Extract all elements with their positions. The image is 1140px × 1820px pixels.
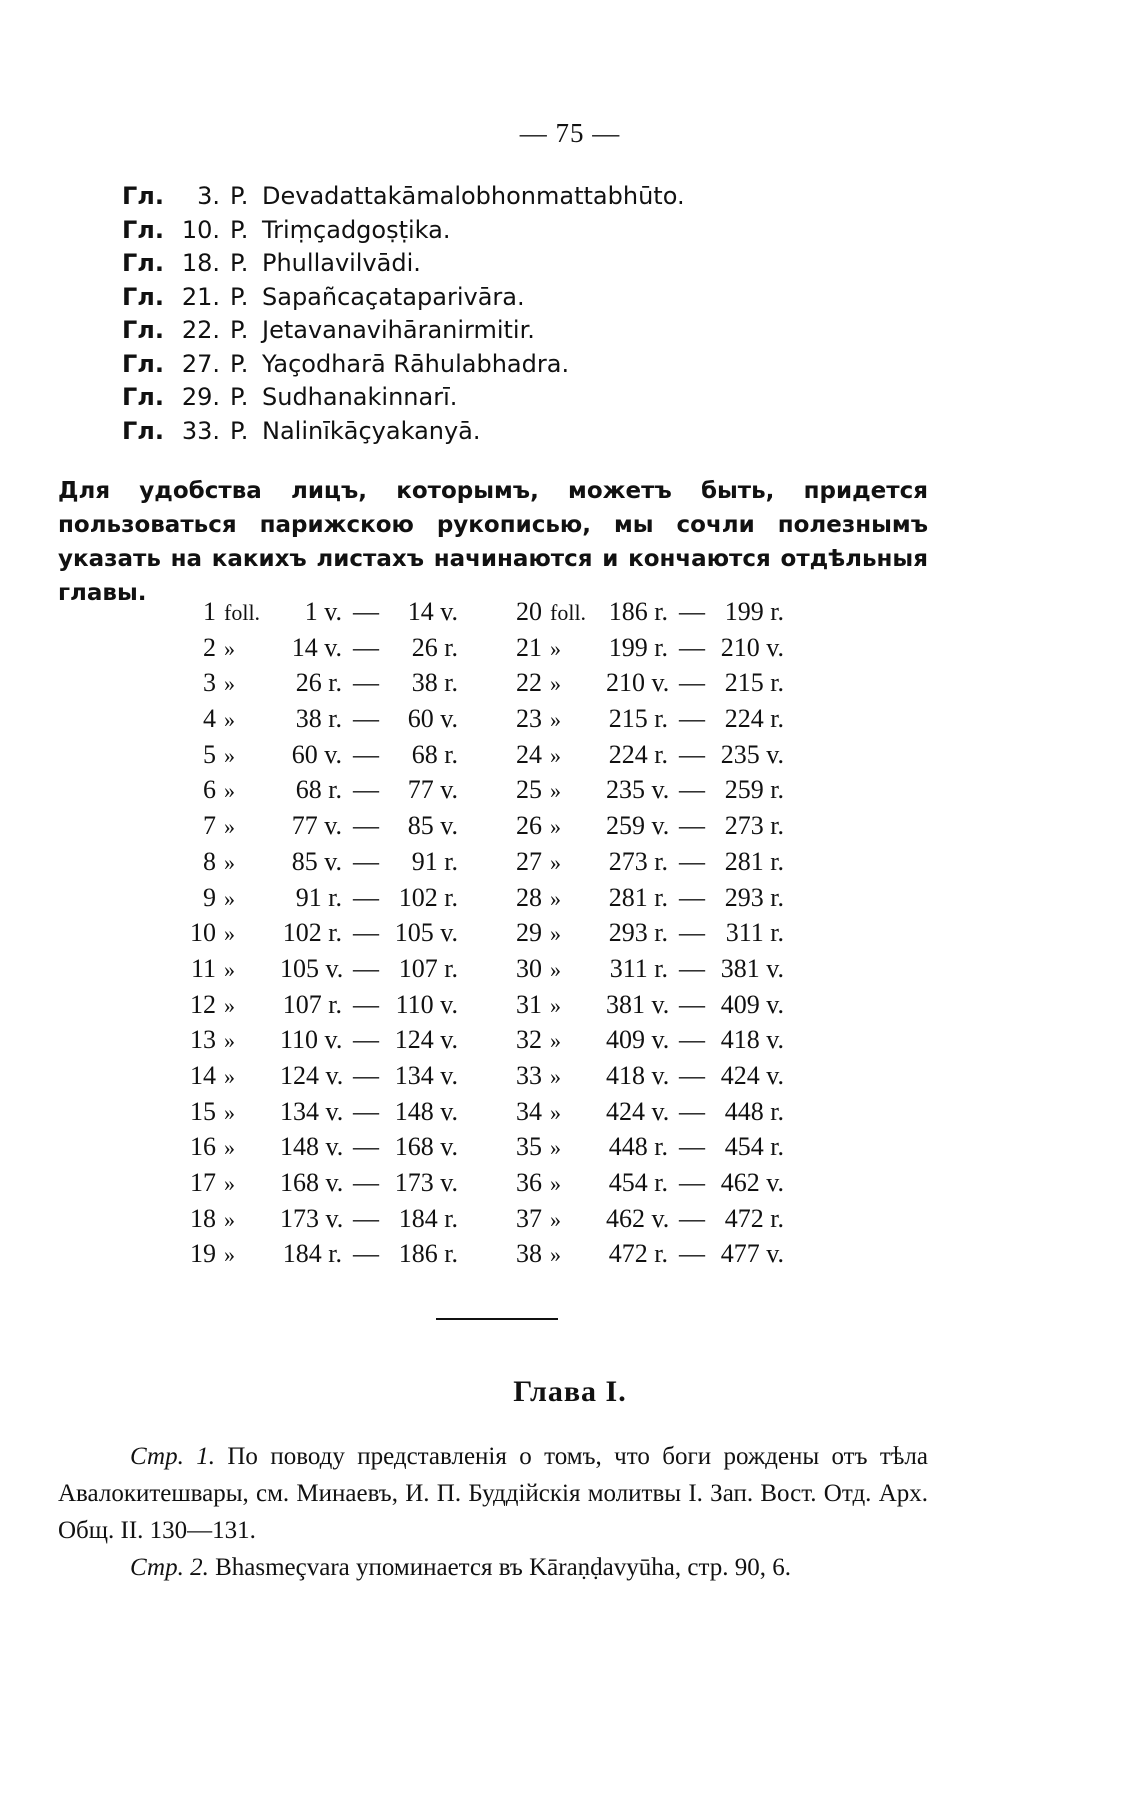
chapter-list-item — [122, 316, 685, 350]
folio-chapter-number: 35 — [516, 1132, 542, 1162]
folio-chapter-number: 34 — [516, 1096, 542, 1126]
chapter-p-label: P. — [230, 282, 249, 311]
folio-chapter-number: 1 — [203, 597, 216, 626]
folio-chapter-number: 2 — [203, 632, 216, 662]
folio-end: 199 r. — [724, 597, 784, 626]
folio-row — [180, 847, 458, 883]
folio-chapter-number: 18 — [190, 1203, 216, 1233]
chapter-abbr: Гл. — [122, 383, 164, 411]
folio-chapter-number: 11 — [190, 953, 216, 983]
folio-start: 418 v. — [606, 1060, 670, 1090]
folio-mark: » — [550, 1028, 561, 1054]
folio-dash: — — [679, 1096, 705, 1126]
chapter-list-item — [122, 350, 685, 384]
folio-mark: » — [224, 1135, 235, 1161]
note-text: По поводу представленія о томъ, что боги рождены отъ тѣла Авалокитешвары, см. Минаевъ, И. П. Буддійскія молитвы I. Зап. Вост. Отд. Арх. Общ. II. 130—131. — [58, 1443, 928, 1544]
folio-row — [180, 918, 458, 954]
folio-end: 85 v. — [407, 811, 458, 841]
folio-end: 259 r. — [724, 775, 784, 805]
chapter-number: 22. — [181, 316, 220, 344]
folio-end: 168 v. — [394, 1132, 458, 1162]
folio-chapter-number: 9 — [203, 882, 216, 912]
folio-end: 409 v. — [720, 989, 784, 1019]
folio-mark: » — [550, 1171, 561, 1196]
folio-chapter-number: 17 — [190, 1168, 216, 1197]
folio-row — [180, 775, 458, 811]
folio-mark: » — [550, 635, 561, 661]
folio-end: 148 v. — [394, 1096, 458, 1126]
folio-mark: » — [224, 778, 235, 804]
chapter-list — [122, 182, 685, 450]
folio-start: 134 v. — [280, 1096, 344, 1126]
folio-start: 38 r. — [295, 704, 342, 734]
folio-end: 102 r. — [398, 882, 458, 912]
chapter-abbr: Гл. — [122, 215, 164, 244]
folio-row — [180, 883, 458, 919]
folio-end: 418 v. — [720, 1025, 784, 1055]
folio-dash: — — [353, 739, 379, 769]
folio-start: 462 v. — [606, 1203, 670, 1233]
chapter-abbr: Гл. — [122, 182, 164, 210]
chapter-title-text: Nalinīkāçyakanyā. — [262, 416, 481, 445]
folio-mark: » — [224, 671, 235, 697]
chapter-p-label: P. — [230, 349, 249, 378]
folio-row — [180, 1204, 458, 1240]
folio-mark: » — [550, 1063, 561, 1089]
folio-end: 110 v. — [395, 989, 458, 1019]
folio-start: 68 r. — [295, 775, 342, 805]
folio-start: 105 v. — [280, 953, 344, 983]
chapter-number: 27. — [181, 349, 220, 378]
folio-row — [500, 597, 784, 633]
folio-end: 293 r. — [724, 882, 784, 912]
folio-end: 448 r. — [724, 1096, 784, 1126]
folio-start: 26 r. — [295, 668, 342, 698]
folio-dash: — — [679, 1239, 705, 1269]
folio-chapter-number: 30 — [516, 953, 542, 983]
folio-start: 273 r. — [608, 846, 668, 876]
folio-mark: » — [550, 992, 561, 1018]
folio-row — [180, 1025, 458, 1061]
chapter-abbr: Гл. — [122, 416, 164, 445]
chapter-number: 29. — [181, 383, 220, 411]
chapter-p-label: P. — [230, 316, 249, 344]
folio-table-left — [180, 597, 458, 1275]
folio-start: 210 v. — [606, 668, 670, 698]
chapter-number: 33. — [181, 416, 220, 445]
folio-row — [500, 847, 784, 883]
folio-chapter-number: 8 — [203, 846, 216, 876]
folio-dash: — — [679, 1060, 705, 1090]
folio-dash: — — [353, 1168, 379, 1197]
folio-end: 186 r. — [398, 1239, 458, 1269]
folio-mark: foll. — [224, 600, 261, 625]
folio-mark: » — [224, 635, 235, 661]
folio-dash: — — [353, 811, 379, 841]
chapter-p-label: P. — [230, 215, 249, 244]
folio-dash: — — [679, 918, 705, 948]
folio-start: 311 r. — [609, 953, 668, 983]
folio-chapter-number: 14 — [190, 1060, 216, 1090]
folio-chapter-number: 20 — [516, 597, 542, 626]
folio-end: 134 v. — [394, 1060, 458, 1090]
folio-chapter-number: 6 — [203, 775, 216, 805]
folio-chapter-number: 25 — [516, 775, 542, 805]
folio-dash: — — [353, 953, 379, 983]
folio-mark: » — [550, 1206, 561, 1232]
folio-row — [500, 1097, 784, 1133]
folio-start: 199 r. — [608, 632, 668, 662]
folio-start: 102 r. — [282, 918, 342, 948]
chapter-number: 18. — [181, 249, 220, 277]
folio-end: 184 r. — [398, 1203, 458, 1233]
chapter-p-label: P. — [230, 249, 249, 277]
folio-row — [180, 1132, 458, 1168]
folio-start: 148 v. — [280, 1132, 344, 1162]
folio-dash: — — [353, 668, 379, 698]
folio-dash: — — [679, 953, 705, 983]
folio-mark: » — [224, 1171, 235, 1196]
note-text: Bhasmeçvara упоминается въ Kāraṇḍavyūha, стр. 90, 6. — [215, 1554, 791, 1581]
folio-row — [500, 954, 784, 990]
folio-dash: — — [679, 846, 705, 876]
chapter-number: 10. — [181, 215, 220, 244]
folio-row — [500, 1025, 784, 1061]
folio-start: 173 v. — [280, 1203, 344, 1233]
folio-start: 472 r. — [608, 1239, 668, 1269]
folio-end: 60 v. — [407, 704, 458, 734]
folio-chapter-number: 24 — [516, 739, 542, 769]
chapter-list-item — [122, 417, 685, 451]
folio-start: 77 v. — [291, 811, 342, 841]
folio-start: 14 v. — [291, 632, 342, 662]
folio-mark: » — [224, 849, 235, 875]
folio-end: 281 r. — [724, 846, 784, 876]
folio-mark: » — [224, 921, 235, 947]
folio-start: 281 r. — [608, 882, 668, 912]
folio-row — [500, 883, 784, 919]
folio-dash: — — [353, 918, 379, 948]
chapter-heading: Глава I. — [513, 1375, 627, 1408]
folio-mark: » — [550, 707, 561, 733]
folio-mark: foll. — [550, 600, 587, 625]
folio-dash: — — [353, 1239, 379, 1269]
folio-end: 77 v. — [407, 775, 458, 805]
folio-end: 38 r. — [411, 668, 458, 698]
folio-mark: » — [224, 1028, 235, 1054]
folio-mark: » — [224, 1206, 235, 1232]
chapter-title-text: Sudhanakinnarī. — [262, 383, 458, 411]
folio-mark: » — [550, 671, 561, 697]
chapter-list-item — [122, 182, 685, 216]
folio-end: 424 v. — [720, 1060, 784, 1090]
chapter-abbr: Гл. — [122, 349, 164, 378]
folio-dash: — — [679, 989, 705, 1019]
folio-start: 1 v. — [304, 597, 342, 626]
folio-chapter-number: 21 — [516, 632, 542, 662]
folio-end: 472 r. — [724, 1203, 784, 1233]
folio-end: 105 v. — [394, 918, 458, 948]
folio-start: 91 r. — [295, 882, 342, 912]
folio-dash: — — [353, 597, 379, 626]
chapter-number: 3. — [197, 182, 220, 210]
note-reference: Стр. 1. — [130, 1443, 215, 1470]
folio-dash: — — [679, 1203, 705, 1233]
folio-end: 68 r. — [411, 739, 458, 769]
folio-chapter-number: 23 — [516, 704, 542, 734]
folio-row — [180, 954, 458, 990]
folio-mark: » — [550, 1099, 561, 1125]
folio-mark: » — [550, 956, 561, 982]
folio-row — [180, 704, 458, 740]
chapter-title-text: Yaçodharā Rāhulabhadra. — [262, 349, 570, 378]
folio-dash: — — [679, 597, 705, 626]
folio-row — [180, 1097, 458, 1133]
chapter-abbr: Гл. — [122, 249, 164, 277]
chapter-p-label: P. — [230, 383, 249, 411]
note-reference: Стр. 2. — [130, 1554, 209, 1581]
folio-start: 259 v. — [606, 811, 670, 841]
folio-end: 381 v. — [720, 953, 784, 983]
folio-mark: » — [550, 778, 561, 804]
folio-end: 124 v. — [394, 1025, 458, 1055]
folio-row — [180, 740, 458, 776]
note-paragraph — [58, 1549, 928, 1586]
folio-end: 210 v. — [720, 632, 784, 662]
folio-chapter-number: 19 — [190, 1239, 216, 1269]
folio-start: 184 r. — [282, 1239, 342, 1269]
chapter-number: 21. — [181, 282, 220, 311]
folio-start: 85 v. — [291, 846, 342, 876]
folio-row — [500, 668, 784, 704]
folio-dash: — — [679, 775, 705, 805]
folio-table-right — [500, 597, 784, 1275]
folio-start: 60 v. — [291, 739, 342, 769]
chapter-title-text: Sapañcaçataparivāra. — [262, 282, 525, 311]
folio-mark: » — [224, 885, 235, 911]
chapter-title-text: Jetavanavihāranirmitir. — [262, 316, 535, 344]
folio-dash: — — [679, 632, 705, 662]
folio-start: 215 r. — [608, 704, 668, 734]
chapter-list-item — [122, 383, 685, 417]
folio-end: 26 r. — [411, 632, 458, 662]
folio-dash: — — [353, 704, 379, 734]
folio-chapter-number: 3 — [203, 668, 216, 698]
folio-chapter-number: 32 — [516, 1025, 542, 1055]
folio-end: 91 r. — [411, 846, 458, 876]
folio-chapter-number: 13 — [190, 1025, 216, 1055]
folio-mark: » — [550, 921, 561, 947]
folio-row — [180, 1061, 458, 1097]
folio-chapter-number: 37 — [516, 1203, 542, 1233]
folio-mark: » — [550, 742, 561, 768]
folio-dash: — — [353, 1203, 379, 1233]
folio-mark: » — [224, 956, 235, 982]
folio-dash: — — [679, 1132, 705, 1162]
folio-mark: » — [550, 814, 561, 840]
folio-chapter-number: 10 — [190, 918, 216, 948]
note-paragraph — [58, 1438, 928, 1549]
folio-chapter-number: 12 — [190, 989, 216, 1019]
folio-chapter-number: 33 — [516, 1060, 542, 1090]
folio-start: 454 r. — [608, 1168, 668, 1197]
folio-chapter-number: 26 — [516, 811, 542, 841]
folio-row — [500, 1061, 784, 1097]
folio-end: 224 r. — [724, 704, 784, 734]
folio-dash: — — [679, 1168, 705, 1197]
folio-dash: — — [353, 775, 379, 805]
folio-dash: — — [353, 989, 379, 1019]
folio-end: 454 r. — [724, 1132, 784, 1162]
folio-chapter-number: 15 — [190, 1096, 216, 1126]
folio-chapter-number: 7 — [203, 811, 216, 841]
folio-chapter-number: 38 — [516, 1239, 542, 1269]
folio-dash: — — [679, 811, 705, 841]
folio-chapter-number: 5 — [203, 739, 216, 769]
folio-row — [500, 1168, 784, 1204]
folio-row — [500, 1239, 784, 1275]
chapter-list-item — [122, 216, 685, 250]
folio-row — [500, 704, 784, 740]
folio-row — [500, 1132, 784, 1168]
folio-start: 124 v. — [280, 1060, 344, 1090]
folio-start: 168 v. — [280, 1168, 344, 1197]
folio-chapter-number: 28 — [516, 882, 542, 912]
folio-end: 107 r. — [398, 953, 458, 983]
folio-end: 235 v. — [720, 739, 784, 769]
folio-end: 173 v. — [394, 1168, 458, 1197]
folio-mark: » — [224, 1099, 235, 1125]
folio-start: 409 v. — [606, 1025, 670, 1055]
folio-end: 273 r. — [724, 811, 784, 841]
folio-end: 462 v. — [720, 1168, 784, 1197]
chapter-title-text: Phullavilvādi. — [262, 249, 421, 277]
folio-dash: — — [353, 1096, 379, 1126]
chapter-list-item — [122, 249, 685, 283]
folio-chapter-number: 27 — [516, 846, 542, 876]
folio-end: 311 r. — [725, 918, 784, 948]
section-divider — [436, 1318, 558, 1320]
folio-row — [500, 775, 784, 811]
folio-dash: — — [353, 1132, 379, 1162]
folio-chapter-number: 29 — [516, 918, 542, 948]
folio-row — [180, 811, 458, 847]
folio-dash: — — [679, 668, 705, 698]
folio-start: 293 r. — [608, 918, 668, 948]
folio-start: 424 v. — [606, 1096, 670, 1126]
folio-dash: — — [353, 1025, 379, 1055]
folio-chapter-number: 4 — [203, 704, 216, 734]
chapter-title-text: Triṃçadgoṣṭika. — [262, 215, 451, 244]
folio-mark: » — [224, 1063, 235, 1089]
folio-row — [500, 633, 784, 669]
folio-chapter-number: 16 — [190, 1132, 216, 1162]
folio-row — [180, 668, 458, 704]
chapter-abbr: Гл. — [122, 316, 164, 344]
folio-dash: — — [353, 1060, 379, 1090]
folio-mark: » — [224, 814, 235, 840]
folio-dash: — — [353, 846, 379, 876]
folio-start: 381 v. — [606, 989, 670, 1019]
chapter-p-label: P. — [230, 182, 249, 210]
folio-mark: » — [550, 1135, 561, 1161]
folio-start: 110 v. — [280, 1025, 343, 1055]
folio-dash: — — [679, 739, 705, 769]
folio-row — [180, 633, 458, 669]
folio-row — [500, 990, 784, 1026]
page-number: — 75 — — [519, 118, 621, 148]
folio-mark: » — [550, 1242, 561, 1268]
folio-mark: » — [550, 849, 561, 875]
chapter-abbr: Гл. — [122, 282, 164, 311]
intro-paragraph: Для удобства лицъ, которымъ, можетъ быть, придется пользоваться парижскою рукописью, мы сочли полезнымъ указать на какихъ листахъ начинаются и кончаются отдѣльныя главы. — [58, 478, 928, 606]
folio-row — [500, 918, 784, 954]
folio-row — [180, 990, 458, 1026]
folio-start: 107 r. — [282, 989, 342, 1019]
folio-dash: — — [679, 704, 705, 734]
folio-mark: » — [550, 885, 561, 911]
folio-start: 224 r. — [608, 739, 668, 769]
folio-mark: » — [224, 707, 235, 733]
notes-section — [58, 1438, 928, 1586]
folio-row — [500, 740, 784, 776]
folio-end: 477 v. — [720, 1239, 784, 1269]
folio-chapter-number: 31 — [516, 989, 542, 1019]
folio-start: 235 v. — [606, 775, 670, 805]
folio-start: 186 r. — [608, 597, 668, 626]
chapter-p-label: P. — [230, 416, 249, 445]
folio-mark: » — [224, 742, 235, 768]
folio-dash: — — [679, 882, 705, 912]
folio-row — [500, 811, 784, 847]
folio-mark: » — [224, 1242, 235, 1268]
folio-start: 448 r. — [608, 1132, 668, 1162]
folio-dash: — — [679, 1025, 705, 1055]
folio-row — [180, 1239, 458, 1275]
chapter-list-item — [122, 283, 685, 317]
folio-chapter-number: 36 — [516, 1168, 542, 1197]
folio-end: 14 v. — [407, 597, 458, 626]
folio-row — [180, 597, 458, 633]
chapter-title-text: Devadattakāmalobhonmattabhūto. — [262, 182, 685, 210]
folio-chapter-number: 22 — [516, 668, 542, 698]
folio-mark: » — [224, 992, 235, 1018]
folio-dash: — — [353, 632, 379, 662]
folio-row — [180, 1168, 458, 1204]
folio-row — [500, 1204, 784, 1240]
folio-dash: — — [353, 882, 379, 912]
folio-end: 215 r. — [724, 668, 784, 698]
